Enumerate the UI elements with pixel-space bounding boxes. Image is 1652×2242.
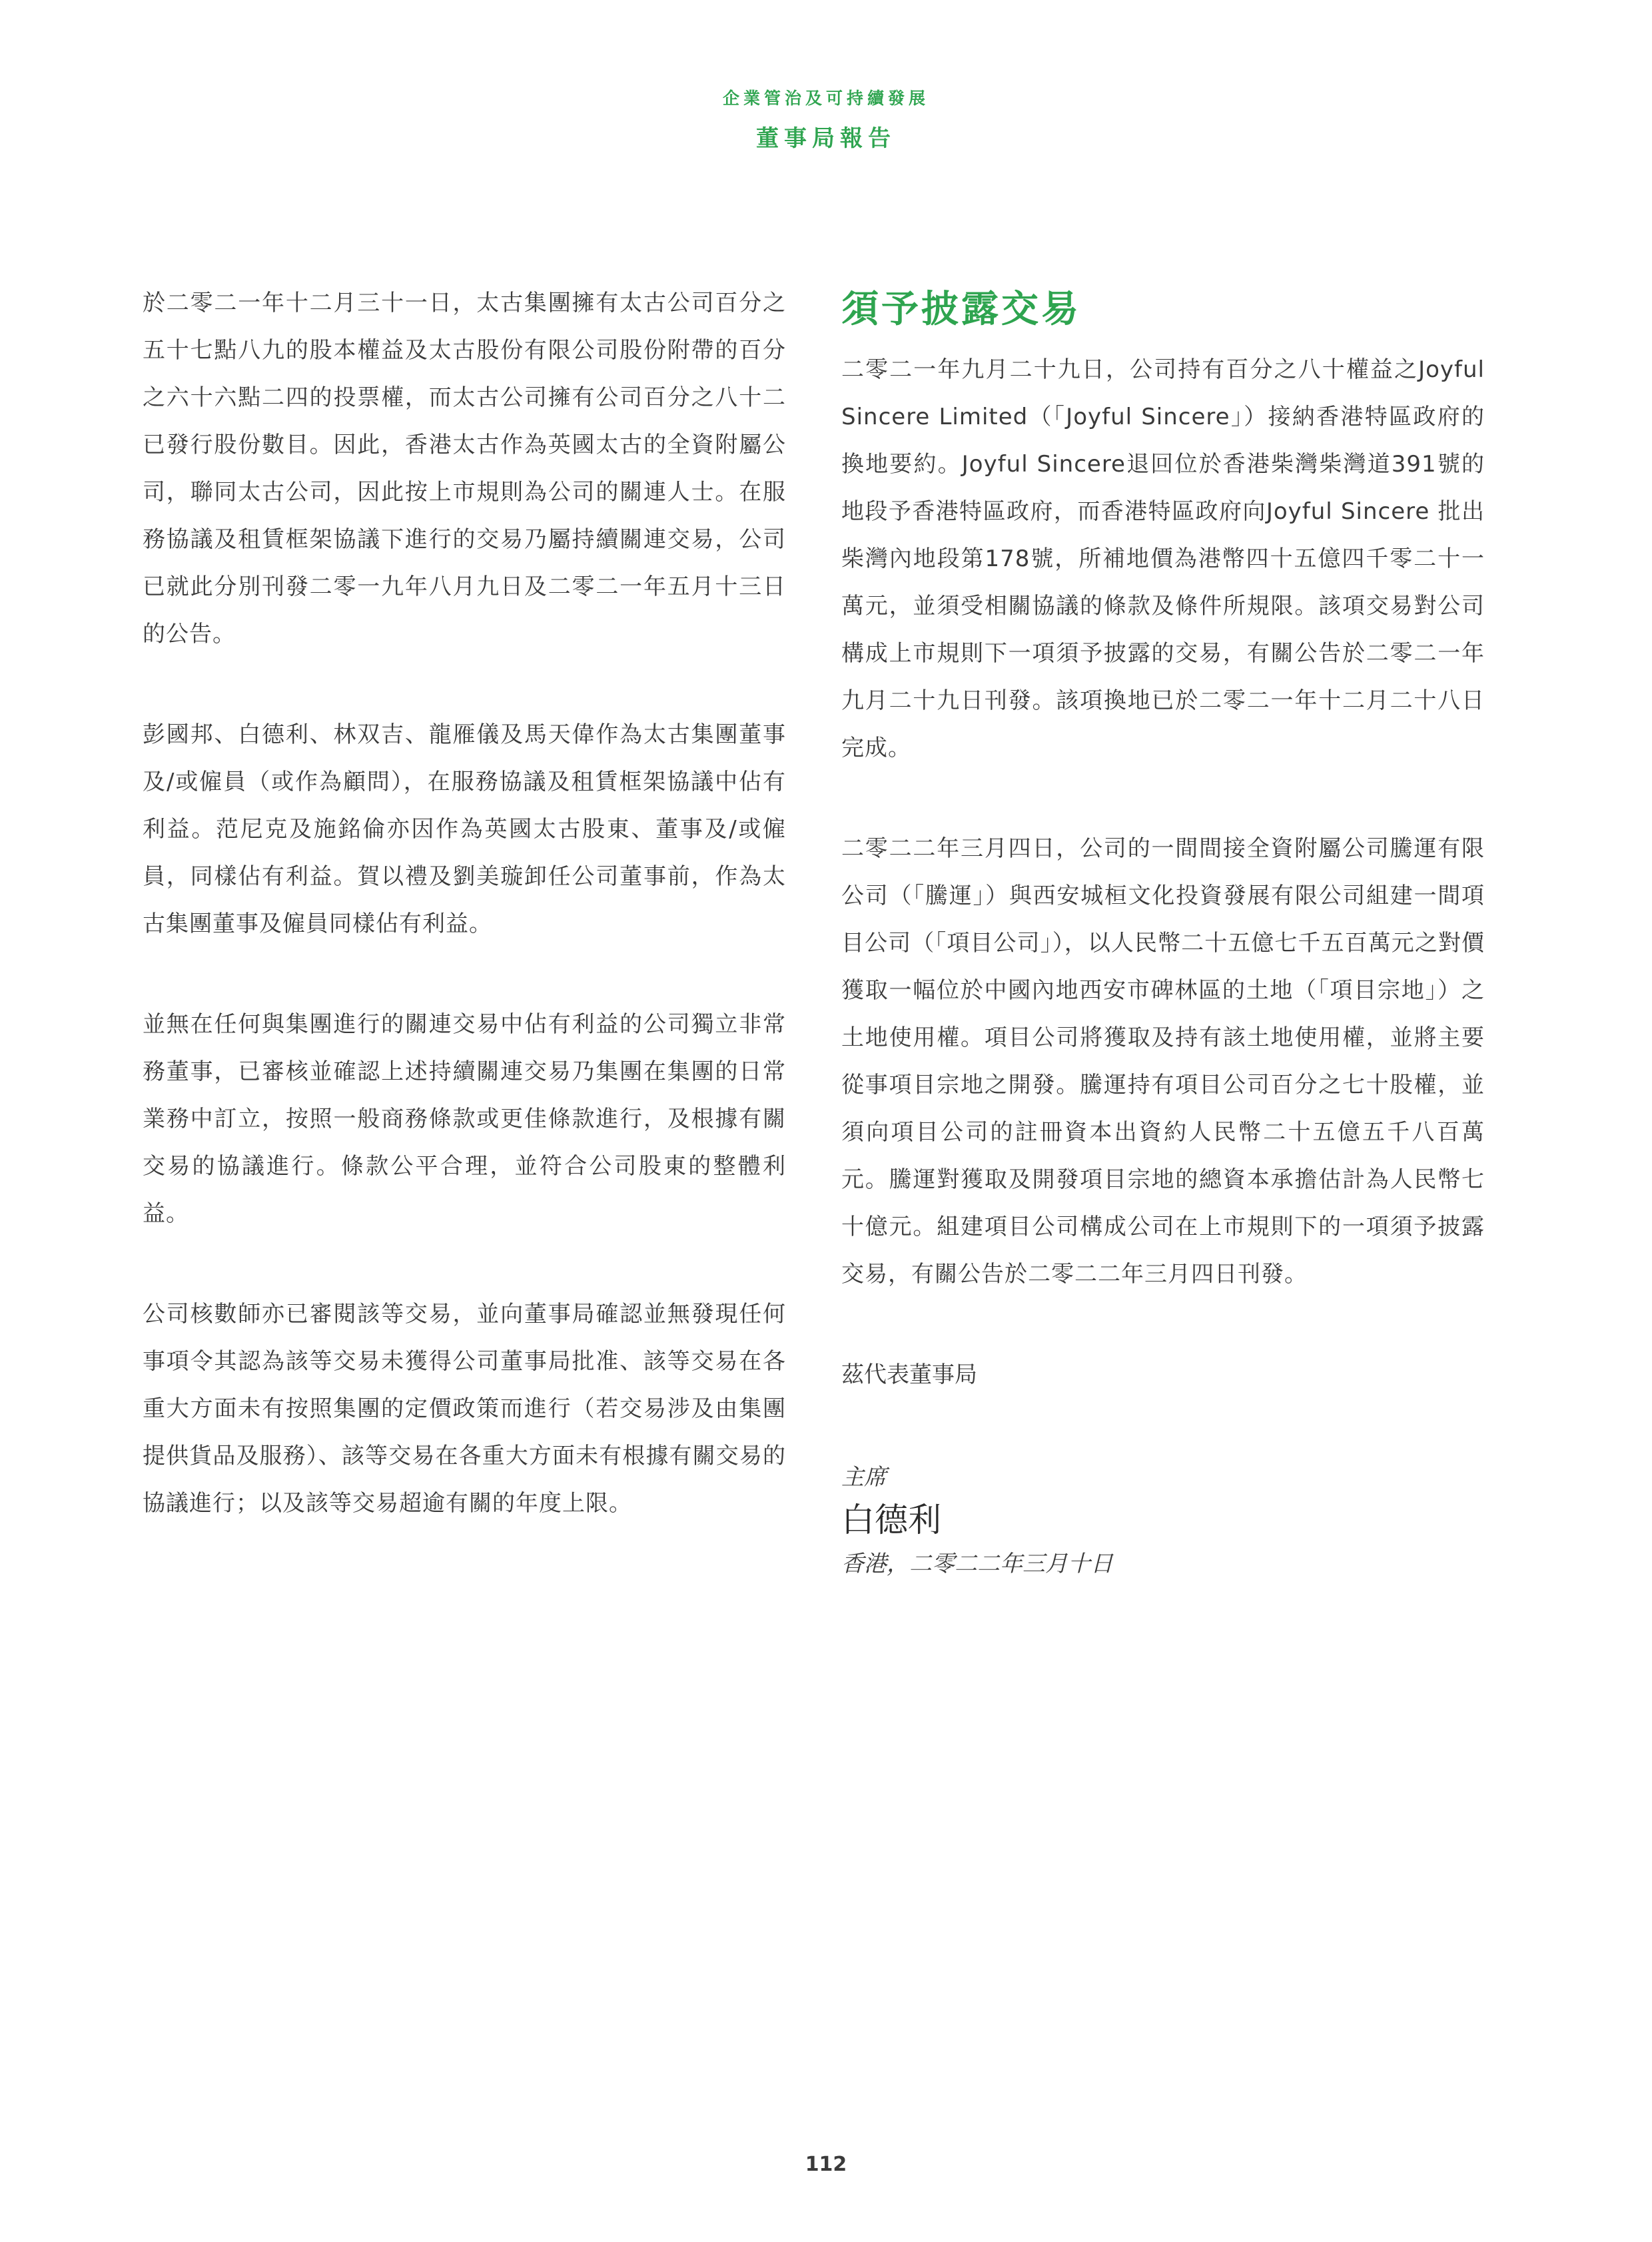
- signature-place-date: 香港，二零二二年三月十日: [841, 1551, 1113, 1577]
- signature-block: [841, 1459, 1485, 1584]
- paragraph-left-4: 公司核數師亦已審閱該等交易，並向董事局確認並無發現任何事項令其認為該等交易未獲得公司董事局批准、該等交易在各重大方面未有按照集團的定價政策而進行（若交易涉及由集團提供貨品及服務）、該等交易在各重大方面未有根據有關交易的協議進行；以及該等交易超逾有關的年度上限。: [143, 1301, 786, 1517]
- signatory-role: 主席: [841, 1464, 887, 1491]
- paragraph-left-1: 於二零二一年十二月三十一日，太古集團擁有太古公司百分之五十七點八九的股本權益及太古股份有限公司股份附帶的百分之六十六點二四的投票權，而太古公司擁有公司百分之八十二已發行股份數目。因此，香港太古作為英國太古的全資附屬公司，聯同太古公司，因此按上市規則為公司的關連人士。在服務協議及租賃框架協議下進行的交易乃屬持續關連交易，公司已就此分別刊發二零一九年八月九日及二零二一年五月十三日的公告。: [143, 290, 786, 647]
- paragraph-left-2: 彭國邦、白德利、林双吉、龍雁儀及馬天偉作為太古集團董事及/或僱員（或作為顧問），在服務協議及租賃框架協議中佔有利益。范尼克及施銘倫亦因作為英國太古股東、董事及/或僱員，同樣佔有利益。賀以禮及劉美璇卸任公司董事前，作為太古集團董事及僱員同樣佔有利益。: [143, 721, 786, 937]
- paragraph-left-3: 並無在任何與集團進行的關連交易中佔有利益的公司獨立非常務董事，已審核並確認上述持續關連交易乃集團在集團的日常業務中訂立，按照一般商務條款或更佳條款進行，及根據有關交易的協議進行。條款公平合理，並符合公司股東的整體利益。: [143, 1011, 786, 1227]
- closing-line: 茲代表董事局: [841, 1361, 977, 1388]
- paragraph-right-1: 二零二一年九月二十九日，公司持有百分之八十權益之Joyful Sincere Limited（「Joyful Sincere」）接納香港特區政府的換地要約。Joyful Sincere退回位於香港柴灣柴灣道391號的地段予香港特區政府，而香港特區政府向Joyful Sincere 批出柴灣內地段第178號，所補地價為港幣四十五億四千零二十一萬元，並須受相關協議的條款及條件所規限。該項交易對公司構成上市規則下一項須予披露的交易，有關公告於二零二一年九月二十九日刊發。該項換地已於二零二一年十二月二十八日完成。: [841, 356, 1485, 761]
- left-column: [143, 280, 786, 1581]
- signatory-name: 白德利: [841, 1501, 941, 1539]
- page-title: 董事局報告: [756, 125, 896, 152]
- right-column: [841, 280, 1485, 1584]
- paragraph-right-2: 二零二二年三月四日，公司的一間間接全資附屬公司騰運有限公司（「騰運」）與西安城桓文化投資發展有限公司組建一間項目公司（「項目公司」），以人民幣二十五億七千五百萬元之對價獲取一幅位於中國內地西安市碑林區的土地（「項目宗地」）之土地使用權。項目公司將獲取及持有該土地使用權，並將主要從事項目宗地之開發。騰運持有項目公司百分之七十股權，並須向項目公司的註冊資本出資約人民幣二十五億五千八百萬元。騰運對獲取及開發項目宗地的總資本承擔估計為人民幣七十億元。組建項目公司構成公司在上市規則下的一項須予披露交易，有關公告於二零二二年三月四日刊發。: [841, 835, 1485, 1288]
- section-heading: 須予披露交易: [841, 288, 1081, 331]
- page-number: 112: [805, 2153, 847, 2176]
- section-label: 企業管治及可持續發展: [722, 89, 929, 108]
- page-header: [0, 85, 1652, 159]
